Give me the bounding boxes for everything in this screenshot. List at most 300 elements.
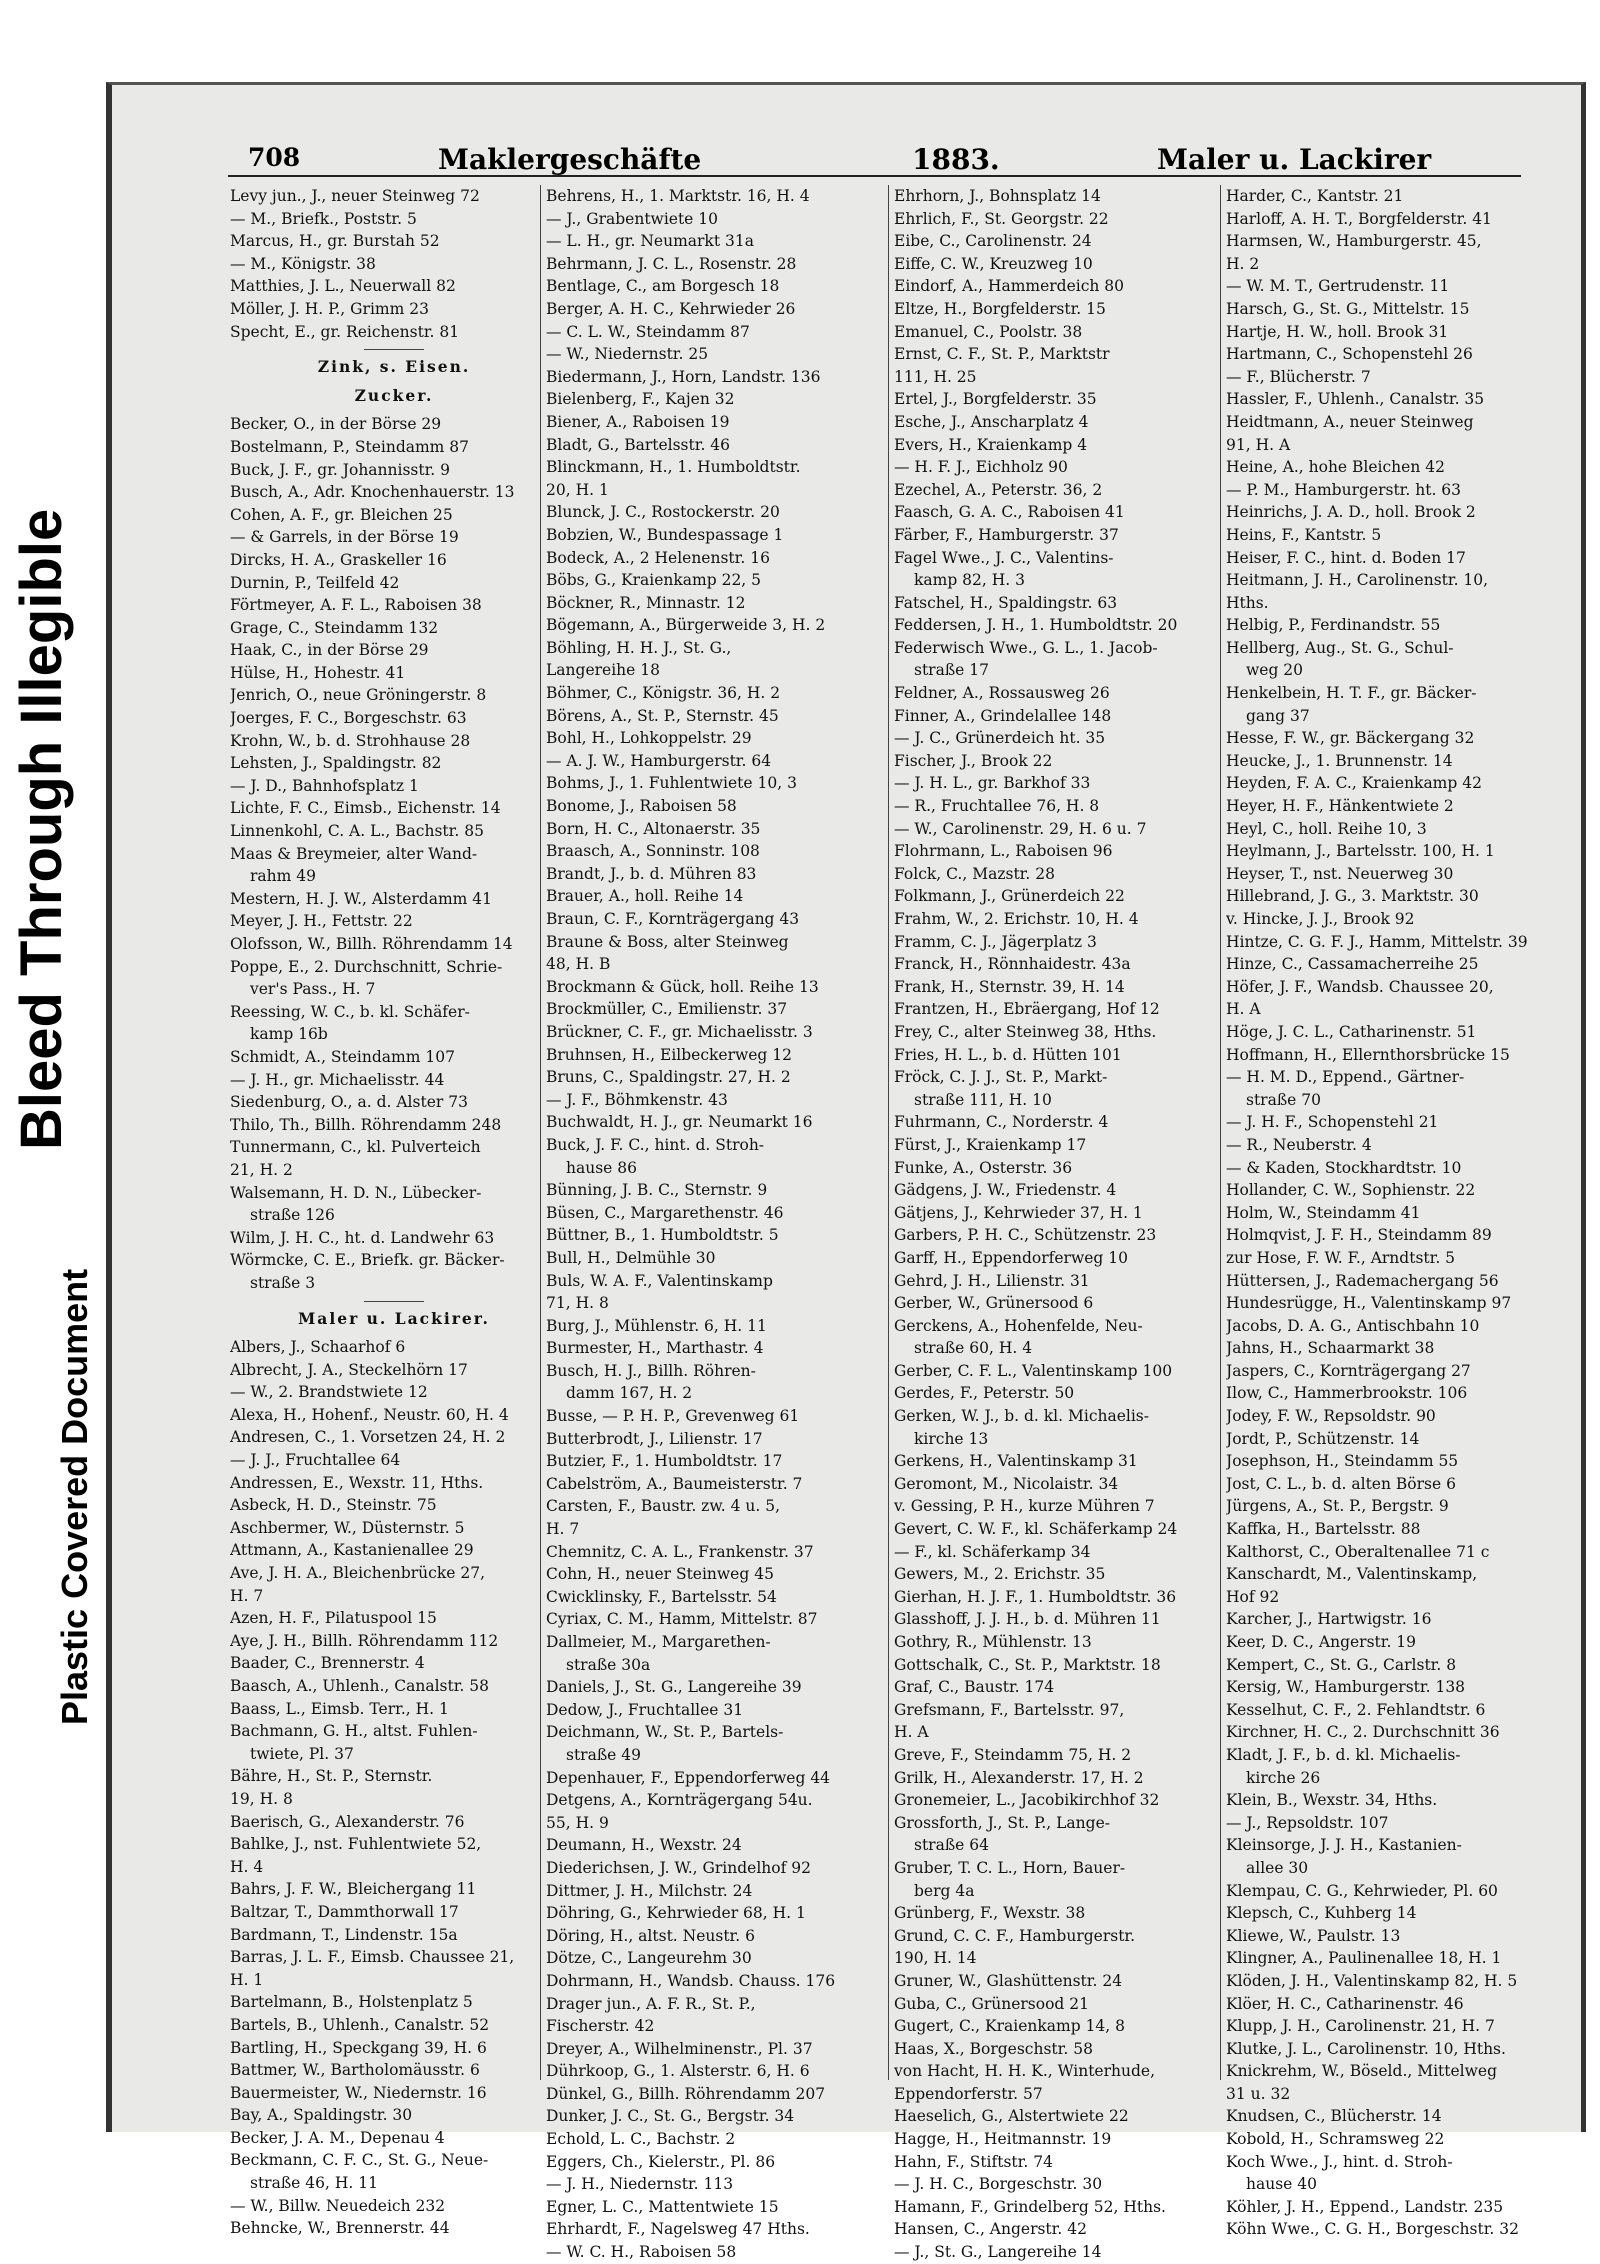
directory-entry: Josephson, H., Steindamm 55 (1226, 1452, 1459, 1471)
directory-entry: Frantzen, H., Ebräergang, Hof 12 (894, 1000, 1160, 1019)
directory-entry: Gronemeier, L., Jacobikirchhof 32 (894, 1791, 1160, 1810)
directory-entry: Frey, C., alter Steinweg 38, Hths. (894, 1022, 1157, 1041)
directory-entry: Bahlke, J., nst. Fuhlentwiete 52, (230, 1835, 482, 1854)
directory-entry: Brockmüller, C., Emilienstr. 37 (546, 1000, 788, 1019)
directory-entry: Böbs, G., Kraienkamp 22, 5 (546, 571, 762, 590)
directory-entry: Keer, D. C., Angerstr. 19 (1226, 1633, 1417, 1651)
directory-entry: Albrecht, J. A., Steckelhörn 17 (230, 1360, 468, 1379)
directory-entry: Baasch, A., Uhlenh., Canalstr. 58 (230, 1677, 489, 1695)
directory-entry: Buck, J. F., gr. Johannisstr. 9 (230, 460, 451, 479)
directory-entry: gang 37 (1246, 706, 1310, 725)
directory-entry: Andressen, E., Wexstr. 11, Hths. (230, 1473, 484, 1492)
directory-entry: Braasch, A., Sonninstr. 108 (546, 842, 760, 861)
directory-entry: Gugert, C., Kraienkamp 14, 8 (894, 2017, 1126, 2036)
directory-entry: Gerber, C. F. L., Valentinskamp 100 (894, 1361, 1173, 1380)
directory-entry: 55, H. 9 (546, 1813, 609, 1832)
directory-entry: Dunker, J. C., St. G., Bergstr. 34 (546, 2107, 795, 2126)
directory-entry: Heinrichs, J. A. D., holl. Brook 2 (1226, 503, 1476, 522)
directory-entry: Biener, A., Raboisen 19 (546, 412, 730, 431)
directory-entry: Heins, F., Kantstr. 5 (1226, 525, 1382, 544)
directory-entry: Haas, X., Borgeschstr. 58 (894, 2039, 1093, 2058)
directory-entry: Hths. (1226, 593, 1269, 612)
directory-entry: Knickrehm, W., Böseld., Mittelweg (1226, 2062, 1498, 2081)
directory-entry: Harsch, G., St. G., Mittelstr. 15 (1226, 299, 1470, 318)
directory-entry: Bobzien, W., Bundespassage 1 (546, 525, 784, 544)
directory-entry: Hoffmann, H., Ellernthorsbrücke 15 (1226, 1045, 1510, 1064)
directory-entry: Gerken, W. J., b. d. kl. Michaelis- (894, 1407, 1150, 1426)
directory-entry: — & Garrels, in der Börse 19 (230, 528, 459, 547)
section-heading-zucker: Zucker. (354, 385, 434, 405)
directory-entry: Schmidt, A., Steindamm 107 (230, 1047, 455, 1066)
directory-entry: Heyer, H. F., Hänkentwiete 2 (1226, 797, 1454, 816)
directory-entry: Heidtmann, A., neuer Steinweg (1226, 412, 1474, 431)
directory-entry: Cohen, A. F., gr. Bleichen 25 (230, 505, 453, 524)
directory-entry: Gätjens, J., Kehrwieder 37, H. 1 (894, 1203, 1143, 1222)
directory-entry: Asbeck, H. D., Steinstr. 75 (230, 1496, 437, 1515)
directory-entry: straße 70 (1246, 1090, 1322, 1109)
directory-entry: Förtmeyer, A. F. L., Raboisen 38 (230, 596, 482, 615)
directory-entry: Harloff, A. H. T., Borgfelderstr. 41 (1226, 209, 1492, 228)
directory-entry: Döring, H., altst. Neustr. 6 (546, 1926, 755, 1945)
directory-entry: Grossforth, J., St. P., Lange- (894, 1813, 1110, 1832)
directory-entry: Helbig, P., Ferdinandstr. 55 (1226, 616, 1441, 635)
directory-entry: Färber, F., Hamburgerstr. 37 (894, 525, 1119, 544)
directory-entry: Dedow, J., Fruchtallee 31 (546, 1700, 744, 1719)
directory-entry: Bostelmann, P., Steindamm 87 (230, 437, 470, 456)
directory-entry: Grilk, H., Alexanderstr. 17, H. 2 (894, 1768, 1144, 1787)
directory-entry: Flohrmann, L., Raboisen 96 (894, 842, 1113, 861)
directory-entry: — W., Carolinenstr. 29, H. 6 u. 7 (894, 819, 1147, 838)
directory-entry: damm 167, H. 2 (566, 1384, 693, 1403)
directory-entry: Mestern, H. J. W., Alsterdamm 41 (230, 889, 493, 908)
directory-entry: Eppendorferstr. 57 (894, 2084, 1043, 2103)
directory-entry: — R., Neuberstr. 4 (1226, 1135, 1372, 1154)
directory-entry: Feldner, A., Rossausweg 26 (894, 684, 1110, 703)
directory-entry: Kanschardt, M., Valentinskamp, (1226, 1565, 1478, 1584)
directory-entry: Graf, C., Baustr. 174 (894, 1678, 1055, 1697)
directory-entry: Carsten, F., Baustr. zw. 4 u. 5, (546, 1497, 781, 1516)
directory-entry: Geromont, M., Nicolaistr. 34 (894, 1474, 1119, 1493)
directory-entry: Haeselich, G., Alstertwiete 22 (894, 2107, 1129, 2126)
directory-entry: — F., kl. Schäferkamp 34 (894, 1542, 1091, 1561)
directory-entry: Bahrs, J. F. W., Bleichergang 11 (230, 1880, 477, 1899)
directory-entry: Bardmann, T., Lindenstr. 15a (230, 1925, 458, 1944)
directory-entry: Buchwaldt, H. J., gr. Neumarkt 16 (546, 1113, 813, 1132)
directory-entry: Reessing, W. C., b. kl. Schäfer- (230, 1002, 470, 1021)
directory-entry: Ehrhardt, F., Nagelsweg 47 Hths. (546, 2220, 810, 2239)
directory-entry: Biedermann, J., Horn, Landstr. 136 (546, 367, 821, 386)
directory-entry: — F., Blücherstr. 7 (1226, 367, 1371, 386)
directory-entry: Bögemann, A., Bürgerweide 3, H. 2 (546, 616, 826, 635)
directory-entry: Heiser, F. C., hint. d. Boden 17 (1226, 548, 1466, 567)
directory-entry: straße 17 (914, 661, 990, 680)
directory-entry: kamp 82, H. 3 (914, 571, 1025, 590)
directory-entry: — W., 2. Brandstwiete 12 (230, 1383, 428, 1402)
directory-entry: Baltzar, T., Dammthorwall 17 (230, 1902, 459, 1921)
directory-entry: Kliewe, W., Paulstr. 13 (1226, 1926, 1401, 1945)
directory-entry: Gehrd, J. H., Lilienstr. 31 (894, 1271, 1090, 1290)
column-3 (894, 185, 1222, 2264)
directory-entry: Hof 92 (1226, 1587, 1280, 1606)
directory-entry: Kirchner, H. C., 2. Durchschnitt 36 (1226, 1723, 1500, 1742)
directory-entry: straße 30a (566, 1655, 651, 1674)
directory-entry: Garbers, P. H. C., Schützenstr. 23 (894, 1226, 1157, 1245)
directory-entry: Bartelmann, B., Holstenplatz 5 (230, 1993, 473, 2012)
directory-entry: Bünning, J. B. C., Sternstr. 9 (546, 1181, 768, 1200)
directory-entry: Deumann, H., Wexstr. 24 (546, 1836, 742, 1855)
directory-entry: Hundesrügge, H., Valentinskamp 97 (1226, 1294, 1512, 1313)
directory-entry: Grage, C., Steindamm 132 (230, 618, 439, 637)
directory-entry: von Hacht, H. H. K., Winterhude, (894, 2062, 1156, 2081)
directory-entry: — J. C., Grünerdeich ht. 35 (894, 729, 1106, 748)
directory-entry: — H. F. J., Eichholz 90 (894, 458, 1068, 477)
directory-entry: Gruner, W., Glashüttenstr. 24 (894, 1971, 1123, 1990)
directory-entry: v. Gessing, P. H., kurze Mühren 7 (894, 1497, 1155, 1516)
directory-entry: Möller, J. H. P., Grimm 23 (230, 299, 429, 318)
directory-entry: Barras, J. L. F., Eimsb. Chaussee 21, (230, 1948, 515, 1967)
directory-entry: Heyl, C., holl. Reihe 10, 3 (1226, 819, 1427, 838)
directory-entry: Holmqvist, J. F. H., Steindamm 89 (1226, 1226, 1492, 1245)
directory-entry: Klempau, C. G., Kehrwieder, Pl. 60 (1226, 1881, 1498, 1900)
directory-entry: Drager jun., A. F. R., St. P., (546, 1994, 756, 2013)
col1-entries-a (230, 185, 558, 343)
directory-entry: Heitmann, J. H., Carolinenstr. 10, (1226, 571, 1489, 590)
side-labels (0, 0, 100, 2177)
directory-entry: Gädgens, J. W., Friedenstr. 4 (894, 1181, 1117, 1200)
directory-entry: Grund, C. C. F., Hamburgerstr. (894, 1926, 1136, 1945)
directory-entry: Harder, C., Kantstr. 21 (1226, 187, 1404, 205)
directory-entry: ver's Pass., H. 7 (250, 980, 376, 999)
section-heading-zink: Zink, s. Eisen. (317, 357, 471, 377)
running-header (112, 143, 1581, 177)
column-4 (1226, 185, 1554, 2241)
section-divider (364, 349, 424, 350)
directory-entry: H. 4 (230, 1857, 264, 1876)
directory-entry: Echold, L. C., Bachstr. 2 (546, 2130, 736, 2149)
directory-entry: H. 1 (230, 1970, 264, 1989)
directory-entry: Gerkens, H., Valentinskamp 31 (894, 1452, 1138, 1471)
directory-entry: — J., St. G., Langereihe 14 (894, 2243, 1102, 2262)
directory-entry: Attmann, A., Kastanienallee 29 (230, 1541, 474, 1560)
directory-entry: Hagge, H., Heitmannstr. 19 (894, 2130, 1112, 2149)
bleed-through-label: Bleed Through Illegible (9, 508, 74, 1150)
directory-entry: zur Hose, F. W. F., Arndtstr. 5 (1226, 1248, 1456, 1267)
directory-entry: Knudsen, C., Blücherstr. 14 (1226, 2107, 1442, 2126)
directory-entry: 21, H. 2 (230, 1160, 293, 1179)
directory-entry: Koch Wwe., J., hint. d. Stroh- (1226, 2152, 1453, 2171)
directory-entry: Bohms, J., 1. Fuhlentwiete 10, 3 (546, 774, 797, 793)
directory-entry: — H. M. D., Eppend., Gärtner- (1226, 1068, 1465, 1087)
directory-entry: Jaspers, C., Kornträgergang 27 (1226, 1361, 1471, 1380)
directory-entry: Brückner, C. F., gr. Michaelisstr. 3 (546, 1022, 813, 1041)
column-separator (1220, 185, 1221, 2080)
directory-entry: Lichte, F. C., Eimsb., Eichenstr. 14 (230, 799, 501, 818)
directory-entry: Jodey, F. W., Repsoldstr. 90 (1226, 1407, 1436, 1426)
page-number: 708 (248, 143, 301, 172)
directory-entry: Hinze, C., Cassamacherreihe 25 (1226, 955, 1479, 974)
directory-entry: Bruns, C., Spaldingstr. 27, H. 2 (546, 1068, 791, 1087)
directory-entry: Eltze, H., Borgfelderstr. 15 (894, 299, 1106, 318)
directory-entry: Berger, A. H. C., Kehrwieder 26 (546, 299, 796, 318)
directory-entry: Köhler, J. H., Eppend., Landstr. 235 (1226, 2197, 1504, 2216)
directory-entry: Klingner, A., Paulinenallee 18, H. 1 (1226, 1949, 1502, 1968)
directory-entry: Garff, H., Eppendorferweg 10 (894, 1248, 1128, 1267)
directory-entry: Feddersen, J. H., 1. Humboldtstr. 20 (894, 616, 1178, 635)
directory-entry: Albers, J., Schaarhof 6 (230, 1338, 406, 1357)
directory-entry: 71, H. 8 (546, 1294, 609, 1313)
header-left-title: Maklergeschäfte (438, 143, 702, 176)
directory-entry: Büttner, B., 1. Humboldtstr. 5 (546, 1226, 779, 1245)
directory-entry: Harmsen, W., Hamburgerstr. 45, (1226, 232, 1482, 251)
directory-entry: — W. M. T., Gertrudenstr. 11 (1226, 277, 1450, 296)
directory-entry: Henkelbein, H. T. F., gr. Bäcker- (1226, 684, 1477, 703)
directory-entry: Karcher, J., Hartwigstr. 16 (1226, 1610, 1432, 1629)
directory-entry: Grünberg, F., Wexstr. 38 (894, 1904, 1086, 1923)
column-1 (230, 185, 558, 2240)
directory-entry: Funke, A., Osterstr. 36 (894, 1158, 1073, 1177)
directory-entry: Walsemann, H. D. N., Lübecker- (230, 1183, 482, 1202)
directory-entry: — J. H. F., Schopenstehl 21 (1226, 1113, 1439, 1132)
directory-entry: 20, H. 1 (546, 480, 609, 499)
directory-entry: Fröck, C. J. J., St. P., Markt- (894, 1068, 1108, 1087)
directory-entry: Hamann, F., Grindelberg 52, Hths. (894, 2197, 1166, 2216)
directory-entry: Battmer, W., Bartholomäusstr. 6 (230, 2061, 480, 2080)
directory-entry: kirche 26 (1246, 1768, 1321, 1787)
directory-entry: Bartels, B., Uhlenh., Canalstr. 52 (230, 2015, 490, 2034)
directory-entry: Hintze, C. G. F. J., Hamm, Mittelstr. 39 (1226, 932, 1528, 951)
directory-entry: Gevert, C. W. F., kl. Schäferkamp 24 (894, 1520, 1178, 1539)
directory-entry: Kaffka, H., Bartelsstr. 88 (1226, 1520, 1421, 1539)
directory-entry: Cabelström, A., Baumeisterstr. 7 (546, 1474, 803, 1493)
directory-entry: Kalthorst, C., Oberaltenallee 71 c (1226, 1542, 1490, 1561)
directory-entry: Dreyer, A., Wilhelminenstr., Pl. 37 (546, 2039, 813, 2058)
directory-entry: Höfer, J. F., Wandsb. Chaussee 20, (1226, 977, 1494, 996)
col2-entries (546, 185, 874, 2264)
directory-entry: Gerber, W., Grünersood 6 (894, 1294, 1094, 1313)
directory-entry: — J. H., Niedernstr. 113 (546, 2175, 734, 2194)
directory-entry: Behrmann, J. C. L., Rosenstr. 28 (546, 254, 797, 273)
column-separator (540, 185, 541, 2080)
directory-entry: Heucke, J., 1. Brunnenstr. 14 (1226, 751, 1453, 770)
directory-entry: Esche, J., Anscharplatz 4 (894, 412, 1089, 431)
directory-entry: Fries, H. L., b. d. Hütten 101 (894, 1045, 1122, 1064)
directory-entry: Grefsmann, F., Bartelsstr. 97, (894, 1700, 1125, 1719)
directory-entry: Bachmann, G. H., altst. Fuhlen- (230, 1722, 478, 1741)
directory-entry: H. 7 (230, 1586, 264, 1605)
directory-entry: Behncke, W., Brennerstr. 44 (230, 2219, 450, 2238)
directory-entry: Ertel, J., Borgfelderstr. 35 (894, 390, 1097, 409)
directory-entry: Daniels, J., St. G., Langereihe 39 (546, 1678, 802, 1697)
directory-entry: Buck, J. F. C., hint. d. Stroh- (546, 1135, 765, 1154)
directory-entry: Bladt, G., Bartelsstr. 46 (546, 435, 731, 454)
directory-entry: Azen, H. F., Pilatuspool 15 (230, 1609, 437, 1628)
directory-entry: Busse, — P. H. P., Grevenweg 61 (546, 1407, 800, 1426)
header-rule (228, 175, 1521, 177)
col1-entries-b (230, 413, 558, 1294)
directory-entry: Hartje, H. W., holl. Brook 31 (1226, 322, 1449, 341)
directory-entry: Bull, H., Delmühle 30 (546, 1248, 716, 1267)
directory-entry: Ilow, C., Hammerbrookstr. 106 (1226, 1384, 1468, 1403)
directory-entry: Beckmann, C. F. C., St. G., Neue- (230, 2151, 489, 2170)
directory-entry: Gerckens, A., Hohenfelde, Neu- (894, 1316, 1143, 1335)
directory-entry: Bauermeister, W., Niedernstr. 16 (230, 2083, 487, 2102)
directory-entry: Kempert, C., St. G., Carlstr. 8 (1226, 1655, 1457, 1674)
directory-entry: Kladt, J. F., b. d. kl. Michaelis- (1226, 1745, 1461, 1764)
directory-entry: H. 2 (1226, 254, 1260, 273)
directory-entry: straße 111, H. 10 (914, 1090, 1052, 1109)
directory-entry: Born, H. C., Altonaerstr. 35 (546, 819, 761, 838)
directory-entry: Alexa, H., Hohenf., Neustr. 60, H. 4 (230, 1405, 509, 1424)
directory-entry: Frahm, W., 2. Erichstr. 10, H. 4 (894, 910, 1139, 928)
directory-entry: Burg, J., Mühlenstr. 6, H. 11 (546, 1316, 767, 1335)
directory-entry: Chemnitz, C. A. L., Frankenstr. 37 (546, 1542, 814, 1561)
directory-entry: H. 7 (546, 1520, 580, 1539)
directory-entry: Cyriax, C. M., Hamm, Mittelstr. 87 (546, 1610, 818, 1629)
directory-entry: Braune & Boss, alter Steinweg (546, 932, 789, 951)
directory-entry: kirche 13 (914, 1429, 989, 1448)
directory-entry: — W. C. H., Raboisen 58 (546, 2243, 737, 2262)
directory-entry: Baerisch, G., Alexanderstr. 76 (230, 1812, 465, 1831)
directory-entry: Krohn, W., b. d. Strohhause 28 (230, 731, 471, 750)
directory-entry: Brockmann & Gück, holl. Reihe 13 (546, 977, 819, 996)
directory-entry: kamp 16b (250, 1025, 328, 1044)
directory-entry: Joerges, F. C., Borgeschstr. 63 (230, 709, 467, 728)
directory-entry: Linnenkohl, C. A. L., Bachstr. 85 (230, 822, 484, 841)
directory-entry: 91, H. A (1226, 435, 1291, 454)
directory-entry: Gothry, R., Mühlenstr. 13 (894, 1633, 1092, 1651)
directory-entry: Fischer, J., Brook 22 (894, 751, 1053, 770)
directory-entry: — R., Fruchtallee 76, H. 8 (894, 797, 1100, 816)
directory-entry: — L. H., gr. Neumarkt 31a (546, 232, 754, 251)
directory-entry: Frank, H., Sternstr. 39, H. 14 (894, 977, 1125, 996)
directory-entry: Gierhan, H. J. F., 1. Humboldtstr. 36 (894, 1587, 1177, 1606)
directory-entry: Buls, W. A. F., Valentinskamp (546, 1271, 773, 1290)
directory-entry: — W., Niedernstr. 25 (546, 345, 709, 364)
directory-entry: Hahn, F., Stiftstr. 74 (894, 2152, 1053, 2171)
directory-entry: — J. F., Böhmkenstr. 43 (546, 1090, 728, 1109)
directory-entry: Klepsch, C., Kuhberg 14 (1226, 1904, 1417, 1923)
section-heading-maler: Maler u. Lackirer. (298, 1308, 490, 1328)
directory-entry: allee 30 (1246, 1858, 1309, 1877)
header-right-title: Maler u. Lackirer (1157, 143, 1432, 176)
col3-entries (894, 185, 1222, 2264)
directory-entry: — J. J., Fruchtallee 64 (230, 1451, 401, 1470)
directory-entry: Siedenburg, O., a. d. Alster 73 (230, 1093, 468, 1112)
directory-entry: Folck, C., Mazstr. 28 (894, 864, 1055, 883)
directory-entry: 190, H. 14 (894, 1949, 977, 1968)
directory-entry: Klein, B., Wexstr. 34, Hths. (1226, 1791, 1438, 1810)
directory-entry: Tunnermann, C., kl. Pulverteich (230, 1138, 481, 1157)
directory-entry: Jacobs, D. A. G., Antischbahn 10 (1226, 1316, 1480, 1335)
directory-entry: Ernst, C. F., St. P., Marktstr (894, 345, 1110, 364)
directory-entry: Jahns, H., Schaarmarkt 38 (1226, 1339, 1435, 1358)
column-separator (888, 185, 889, 2080)
directory-entry: 31 u. 32 (1226, 2084, 1291, 2103)
directory-entry: Bielenberg, F., Kajen 32 (546, 390, 735, 409)
directory-entry: Bartling, H., Speckgang 39, H. 6 (230, 2038, 487, 2057)
directory-entry: Framm, C. J., Jägerplatz 3 (894, 932, 1097, 951)
directory-entry: Eindorf, A., Hammerdeich 80 (894, 277, 1125, 296)
directory-entry: Ave, J. H. A., Bleichenbrücke 27, (230, 1564, 485, 1583)
directory-entry: Langereihe 18 (546, 661, 660, 680)
directory-entry: — A. J. W., Hamburgerstr. 64 (546, 751, 772, 770)
directory-entry: Fagel Wwe., J. C., Valentins- (894, 548, 1114, 567)
directory-entry: Diederichsen, J. W., Grindelhof 92 (546, 1858, 811, 1877)
directory-entry: Köhn Wwe., C. G. H., Borgeschstr. 32 (1226, 2220, 1519, 2239)
col1-entries-c (230, 1336, 558, 2240)
directory-entry: Bruhnsen, H., Eilbeckerweg 12 (546, 1045, 793, 1064)
directory-entry: Deichmann, W., St. P., Bartels- (546, 1723, 784, 1742)
directory-entry: Klutke, J. L., Carolinenstr. 10, Hths. (1226, 2039, 1506, 2058)
directory-entry: Hüttersen, J., Rademachergang 56 (1226, 1271, 1499, 1290)
directory-entry: Brauer, A., holl. Reihe 14 (546, 887, 744, 906)
directory-entry: Bohl, H., Lohkoppelstr. 29 (546, 729, 752, 748)
directory-entry: Becker, O., in der Börse 29 (230, 415, 442, 434)
directory-entry: — J., Grabentwiete 10 (546, 209, 719, 228)
directory-entry: Jenrich, O., neue Gröningerstr. 8 (230, 686, 487, 705)
directory-entry: Baader, C., Brennerstr. 4 (230, 1654, 425, 1673)
directory-entry: — M., Königstr. 38 (230, 254, 376, 273)
directory-entry: Bay, A., Spaldingstr. 30 (230, 2106, 413, 2125)
directory-entry: Heylmann, J., Bartelsstr. 100, H. 1 (1226, 842, 1495, 861)
directory-entry: Hartmann, C., Schopenstehl 26 (1226, 345, 1473, 364)
directory-entry: Jürgens, A., St. P., Bergstr. 9 (1226, 1497, 1449, 1516)
directory-entry: Dittmer, J. H., Milchstr. 24 (546, 1881, 753, 1900)
directory-entry: Kobold, H., Schramsweg 22 (1226, 2130, 1445, 2149)
directory-entry: Greve, F., Steindamm 75, H. 2 (894, 1745, 1132, 1764)
directory-entry: Emanuel, C., Poolstr. 38 (894, 322, 1083, 341)
directory-entry: Brandt, J., b. d. Mühren 83 (546, 864, 757, 883)
directory-entry: Hollander, C. W., Sophienstr. 22 (1226, 1181, 1476, 1200)
directory-entry: Dircks, H. A., Graskeller 16 (230, 550, 447, 569)
directory-entry: — J. H. L., gr. Barkhof 33 (894, 774, 1091, 793)
directory-entry: Maas & Breymeier, alter Wand- (230, 844, 478, 863)
directory-entry: — J. H. C., Borgeschstr. 30 (894, 2175, 1103, 2194)
col4-entries (1226, 185, 1554, 2241)
directory-entry: Fischerstr. 42 (546, 2017, 655, 2036)
directory-entry: Finner, A., Grindelallee 148 (894, 706, 1112, 725)
directory-entry: Büsen, C., Margarethenstr. 46 (546, 1203, 784, 1222)
directory-entry: H. A (1226, 1000, 1261, 1019)
directory-entry: Durnin, P., Teilfeld 42 (230, 573, 400, 592)
directory-entry: Detgens, A., Kornträgergang 54u. (546, 1791, 813, 1810)
directory-entry: Evers, H., Kraienkamp 4 (894, 435, 1088, 454)
directory-entry: Börens, A., St. P., Sternstr. 45 (546, 706, 779, 725)
directory-entry: Busch, A., Adr. Knochenhauerstr. 13 (230, 483, 515, 502)
directory-entry: Heyden, F. A. C., Kraienkamp 42 (1226, 774, 1482, 793)
directory-entry: Specht, E., gr. Reichenstr. 81 (230, 322, 460, 341)
directory-entry: Ezechel, A., Peterstr. 36, 2 (894, 480, 1103, 499)
directory-entry: Faasch, G. A. C., Raboisen 41 (894, 503, 1125, 522)
directory-entry: Gewers, M., 2. Erichstr. 35 (894, 1565, 1106, 1584)
directory-entry: Meyer, J. H., Fettstr. 22 (230, 912, 413, 931)
directory-entry: Behrens, H., 1. Marktstr. 16, H. 4 (546, 187, 810, 205)
header-year: 1883. (912, 143, 1000, 176)
directory-entry: straße 46, H. 11 (250, 2174, 378, 2193)
directory-entry: Hassler, F., Uhlenh., Canalstr. 35 (1226, 390, 1485, 409)
directory-entry: Egner, L. C., Mattentwiete 15 (546, 2197, 779, 2216)
directory-entry: Böhmer, C., Königstr. 36, H. 2 (546, 684, 781, 703)
directory-entry: Poppe, E., 2. Durchschnitt, Schrie- (230, 957, 503, 976)
directory-entry: 111, H. 25 (894, 367, 977, 386)
directory-entry: 19, H. 8 (230, 1789, 293, 1808)
directory-entry: rahm 49 (250, 867, 316, 886)
directory-entry: Klöer, H. C., Catharinenstr. 46 (1226, 1994, 1464, 2013)
directory-entry: Kesselhut, C. F., 2. Fehlandtstr. 6 (1226, 1700, 1486, 1719)
directory-entry: Eibe, C., Carolinenstr. 24 (894, 232, 1092, 251)
directory-entry: hause 40 (1246, 2175, 1317, 2194)
directory-entry: Döhring, G., Kehrwieder 68, H. 1 (546, 1904, 806, 1923)
